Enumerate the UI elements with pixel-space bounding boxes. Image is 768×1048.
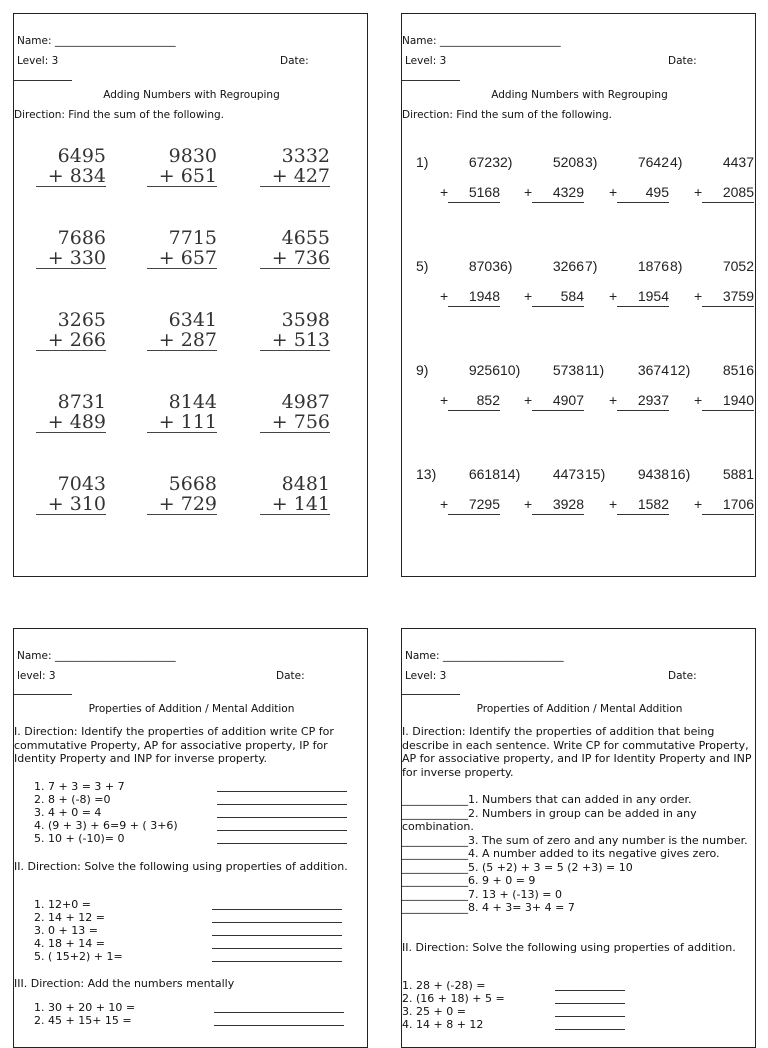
addend-top: 6495 xyxy=(57,145,106,167)
plus-sign: + xyxy=(524,288,533,304)
addend-bottom: 852 xyxy=(448,392,500,411)
answer-line xyxy=(212,948,342,949)
answer-line xyxy=(214,1012,344,1013)
date-label: Date: xyxy=(668,670,697,682)
worksheet-title: Properties of Addition / Mental Addition xyxy=(88,703,295,715)
addend-bottom: + 427 xyxy=(260,166,330,187)
addend-top: 3674 xyxy=(637,362,669,378)
addend-bottom: 584 xyxy=(532,288,584,307)
addend-bottom: 1706 xyxy=(702,496,754,515)
plus-sign: + xyxy=(694,288,703,304)
addition-problem xyxy=(147,146,217,187)
problem-number: 15) xyxy=(585,466,606,482)
list-item: 5. 10 + (-10)= 0 xyxy=(34,832,125,845)
addition-problem xyxy=(147,392,217,433)
addend-top: 3265 xyxy=(57,309,106,331)
addend-bottom: 4329 xyxy=(532,184,584,203)
direction-text: Direction: Find the sum of the following. xyxy=(402,109,612,121)
problem-number: 9) xyxy=(416,362,429,378)
addend-top: 9256 xyxy=(468,362,500,378)
direction-text: Direction: Find the sum of the following. xyxy=(14,109,224,121)
answer-line xyxy=(217,830,347,831)
list-item: 1. 30 + 20 + 10 = xyxy=(34,1001,136,1014)
level-label: Level: 3 xyxy=(405,55,447,67)
addition-problem xyxy=(147,228,217,269)
problem-number: 5) xyxy=(416,258,429,274)
plus-sign: + xyxy=(694,392,703,408)
answer-line xyxy=(217,817,347,818)
name-field: Name: _______________________ xyxy=(17,35,176,47)
addition-problem xyxy=(36,228,106,269)
date-label: Date: xyxy=(276,670,305,682)
addition-problem xyxy=(36,392,106,433)
problem-number: 14) xyxy=(500,466,521,482)
addend-bottom: + 266 xyxy=(36,330,106,351)
problem-number: 7) xyxy=(585,258,598,274)
level-label: Level: 3 xyxy=(405,670,447,682)
answer-line xyxy=(555,990,625,991)
addend-top: 6341 xyxy=(168,309,217,331)
answer-line xyxy=(217,804,347,805)
addend-bottom: + 141 xyxy=(260,494,330,515)
addition-problem xyxy=(260,310,330,351)
level-underline xyxy=(14,80,72,81)
problem-number: 2) xyxy=(500,154,513,170)
addend-bottom: 3928 xyxy=(532,496,584,515)
addend-top: 7715 xyxy=(168,227,217,249)
plus-sign: + xyxy=(609,184,618,200)
name-field: Name: _______________________ xyxy=(405,650,564,662)
plus-sign: + xyxy=(694,496,703,512)
list-item: ____________8. 4 + 3= 3+ 4 = 7 xyxy=(402,901,575,914)
plus-sign: + xyxy=(440,392,449,408)
direction-1: I. Direction: Identify the properties of addition that being describe in each sentence. Write CP for commutative Property, AP for associative property, and IP for Identity Property and INP for inverse property. xyxy=(402,725,752,779)
list-item: 3. 4 + 0 = 4 xyxy=(34,806,102,819)
problem-number: 12) xyxy=(670,362,691,378)
direction-2: II. Direction: Solve the following using properties of addition. xyxy=(14,860,348,873)
addend-top: 3598 xyxy=(281,309,330,331)
list-item: 4. 18 + 14 = xyxy=(34,937,105,950)
list-item: ____________5. (5 +2) + 3 = 5 (2 +3) = 10 xyxy=(402,860,633,874)
addend-bottom: 1582 xyxy=(617,496,669,515)
addend-bottom: + 287 xyxy=(147,330,217,351)
problem-number: 11) xyxy=(585,362,605,378)
addend-top: 4987 xyxy=(281,391,330,413)
addend-top: 3332 xyxy=(281,145,330,167)
addend-bottom: 2085 xyxy=(702,184,754,203)
addend-bottom: 1954 xyxy=(617,288,669,307)
list-item: 3. 25 + 0 = xyxy=(402,1005,466,1018)
addend-bottom: + 736 xyxy=(260,248,330,269)
addend-bottom: + 489 xyxy=(36,412,106,433)
worksheet-regrouping-1 xyxy=(13,13,368,577)
direction-1: I. Direction: Identify the properties of addition write CP for commutative Property, AP for associative property, IP for Identity Property and INP for inverse property. xyxy=(14,725,334,765)
plus-sign: + xyxy=(609,392,618,408)
addend-bottom: + 657 xyxy=(147,248,217,269)
addition-problem xyxy=(36,146,106,187)
plus-sign: + xyxy=(609,288,618,304)
list-item: ____________6. 9 + 0 = 9 xyxy=(402,874,536,887)
addend-bottom: + 729 xyxy=(147,494,217,515)
list-item: 2. (16 + 18) + 5 = xyxy=(402,992,505,1005)
problem-number: 6) xyxy=(500,258,513,274)
addend-top: 6618 xyxy=(468,466,500,482)
date-label: Date: xyxy=(668,55,697,67)
problem-number: 10) xyxy=(500,362,521,378)
worksheet-properties-2 xyxy=(401,628,756,1048)
level-underline xyxy=(402,80,460,81)
addend-bottom: 2937 xyxy=(617,392,669,411)
addition-problem xyxy=(260,146,330,187)
addition-problem xyxy=(147,310,217,351)
list-item: 1. 12+0 = xyxy=(34,898,91,911)
answer-line xyxy=(212,935,342,936)
plus-sign: + xyxy=(609,496,618,512)
list-item: 4. (9 + 3) + 6=9 + ( 3+6) xyxy=(34,819,178,832)
plus-sign: + xyxy=(524,496,533,512)
addend-top: 8731 xyxy=(57,391,106,413)
name-field: Name: _______________________ xyxy=(402,35,561,47)
addition-problem xyxy=(36,474,106,515)
list-item: 1. 7 + 3 = 3 + 7 xyxy=(34,780,125,793)
addend-top: 4655 xyxy=(281,227,330,249)
problem-number: 4) xyxy=(670,154,683,170)
worksheet-properties-1 xyxy=(13,628,368,1048)
list-item: 1. 28 + (-28) = xyxy=(402,979,486,992)
answer-line xyxy=(212,922,342,923)
addend-top: 6723 xyxy=(468,154,500,170)
list-item: 2. 45 + 15+ 15 = xyxy=(34,1014,132,1027)
answer-line xyxy=(214,1025,344,1026)
plus-sign: + xyxy=(440,288,449,304)
name-field: Name: _______________________ xyxy=(17,650,176,662)
addend-bottom: + 111 xyxy=(147,412,217,433)
addition-problem xyxy=(260,474,330,515)
problem-number: 1) xyxy=(416,154,429,170)
addend-top: 4437 xyxy=(722,154,754,170)
worksheet-title: Adding Numbers with Regrouping xyxy=(491,89,668,101)
level-underline xyxy=(14,694,72,695)
list-item: ____________3. The sum of zero and any number is the number. xyxy=(402,833,748,847)
list-item: 4. 14 + 8 + 12 xyxy=(402,1018,484,1031)
list-item: ____________4. A number added to its negative gives zero. xyxy=(402,847,720,860)
addend-bottom: + 330 xyxy=(36,248,106,269)
worksheet-title: Adding Numbers with Regrouping xyxy=(103,89,280,101)
addend-top: 8703 xyxy=(468,258,500,274)
plus-sign: + xyxy=(694,184,703,200)
plus-sign: + xyxy=(440,184,449,200)
addend-bottom: 5168 xyxy=(448,184,500,203)
addend-bottom: 1948 xyxy=(448,288,500,307)
answer-line xyxy=(212,909,342,910)
addend-top: 3266 xyxy=(552,258,584,274)
answer-line xyxy=(555,1003,625,1004)
addend-bottom: 4907 xyxy=(532,392,584,411)
answer-line xyxy=(555,1016,625,1017)
plus-sign: + xyxy=(524,392,533,408)
addend-top: 5738 xyxy=(552,362,584,378)
addend-bottom: 7295 xyxy=(448,496,500,515)
addend-top: 7043 xyxy=(57,473,106,495)
problem-number: 16) xyxy=(670,466,691,482)
direction-2: II. Direction: Solve the following using properties of addition. xyxy=(402,941,736,954)
addition-problem xyxy=(260,392,330,433)
addend-bottom: + 513 xyxy=(260,330,330,351)
level-label: level: 3 xyxy=(17,670,56,682)
date-label: Date: xyxy=(280,55,309,67)
answer-line xyxy=(555,1029,625,1030)
answer-line xyxy=(212,961,342,962)
addend-bottom: 3759 xyxy=(702,288,754,307)
level-label: Level: 3 xyxy=(17,55,59,67)
plus-sign: + xyxy=(524,184,533,200)
problem-number: 13) xyxy=(416,466,437,482)
worksheet-regrouping-2 xyxy=(401,13,756,577)
answer-line xyxy=(217,843,347,844)
list-item: ____________1. Numbers that can added in any order. xyxy=(402,793,692,806)
list-item: 5. ( 15+2) + 1= xyxy=(34,950,123,963)
addend-top: 8481 xyxy=(281,473,330,495)
direction-3: III. Direction: Add the numbers mentally xyxy=(14,977,235,990)
addend-top: 9438 xyxy=(637,466,669,482)
list-item: 2. 8 + (-8) =0 xyxy=(34,793,111,806)
list-item: ____________2. Numbers in group can be added in any combination. xyxy=(402,806,697,833)
addend-top: 8516 xyxy=(722,362,754,378)
addend-bottom: + 834 xyxy=(36,166,106,187)
addend-top: 7642 xyxy=(637,154,669,170)
addend-top: 5881 xyxy=(722,466,754,482)
addition-problem xyxy=(36,310,106,351)
problem-number: 3) xyxy=(585,154,598,170)
addend-bottom: + 310 xyxy=(36,494,106,515)
list-item: 2. 14 + 12 = xyxy=(34,911,105,924)
level-underline xyxy=(402,694,460,695)
addition-problem xyxy=(260,228,330,269)
addend-bottom: 1940 xyxy=(702,392,754,411)
addend-top: 7686 xyxy=(57,227,106,249)
worksheet-title: Properties of Addition / Mental Addition xyxy=(476,703,683,715)
problem-number: 8) xyxy=(670,258,683,274)
addend-top: 1876 xyxy=(637,258,669,274)
addend-top: 5668 xyxy=(168,473,217,495)
answer-line xyxy=(217,791,347,792)
addend-top: 8144 xyxy=(168,391,217,413)
addend-top: 5208 xyxy=(552,154,584,170)
addend-top: 9830 xyxy=(168,145,217,167)
addend-top: 7052 xyxy=(722,258,754,274)
list-item: ____________7. 13 + (-13) = 0 xyxy=(402,887,562,901)
addition-problem xyxy=(147,474,217,515)
list-item: 3. 0 + 13 = xyxy=(34,924,98,937)
addend-top: 4473 xyxy=(552,466,584,482)
addend-bottom: 495 xyxy=(617,184,669,203)
addend-bottom: + 756 xyxy=(260,412,330,433)
plus-sign: + xyxy=(440,496,449,512)
addend-bottom: + 651 xyxy=(147,166,217,187)
